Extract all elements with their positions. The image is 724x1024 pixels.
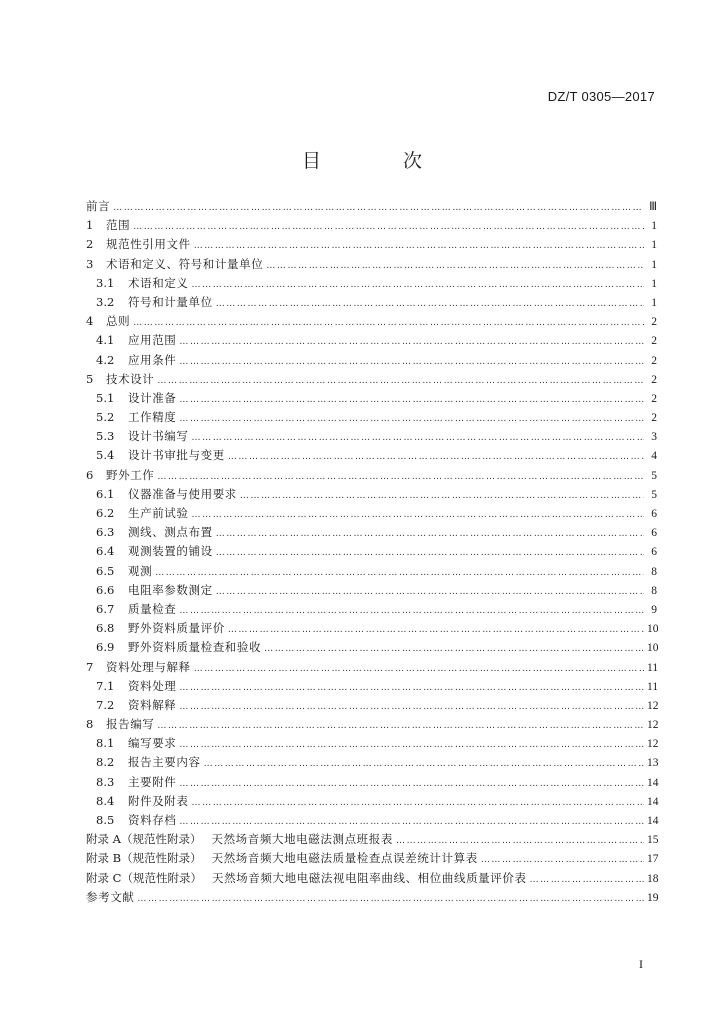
toc-leader-dots bbox=[228, 621, 644, 640]
toc-entry-page: 2 bbox=[651, 412, 657, 425]
toc-entry-number: 4 bbox=[86, 314, 94, 329]
toc-entry-title: 生产前试验 bbox=[128, 506, 189, 520]
toc-entry-title: 附件及附表 bbox=[128, 793, 189, 808]
toc-entry-number: 附录 C（规范性附录） bbox=[86, 870, 202, 885]
toc-leader-dots bbox=[266, 257, 644, 276]
toc-entry-number: 3 bbox=[86, 256, 94, 271]
toc-entry-number: 8 bbox=[86, 717, 94, 732]
toc-entry-number: 7.1 bbox=[96, 678, 115, 693]
toc-entry[interactable] bbox=[86, 581, 657, 600]
toc-entry-page: 8 bbox=[651, 584, 657, 597]
toc-entry-number: 7 bbox=[86, 659, 94, 674]
toc-entry[interactable] bbox=[86, 619, 657, 638]
table-of-contents bbox=[86, 197, 657, 907]
toc-entry-title: 天然场音频大地电磁法测点班报表 bbox=[211, 832, 393, 847]
toc-entry-title: 资料解释 bbox=[128, 697, 177, 712]
toc-entry[interactable] bbox=[86, 408, 657, 427]
toc-entry-number: 3.1 bbox=[96, 275, 115, 290]
toc-entry-page: 6 bbox=[651, 546, 657, 559]
toc-leader-dots bbox=[179, 333, 644, 352]
toc-entry[interactable] bbox=[86, 523, 657, 542]
toc-entry-page: 14 bbox=[647, 795, 659, 808]
toc-entry-page: 1 bbox=[651, 296, 657, 309]
toc-leader-dots bbox=[216, 583, 644, 602]
toc-leader-dots bbox=[155, 564, 644, 583]
toc-entry-number: 3.2 bbox=[96, 294, 115, 309]
toc-entry-number: 6.7 bbox=[96, 601, 115, 616]
toc-leader-dots bbox=[194, 660, 644, 679]
toc-entry-title: 总则 bbox=[106, 314, 131, 329]
toc-entry[interactable] bbox=[86, 888, 657, 907]
toc-entry[interactable] bbox=[86, 830, 657, 849]
toc-entry-number: 2 bbox=[86, 237, 94, 252]
toc-entry-page: 11 bbox=[647, 661, 659, 674]
toc-entry[interactable] bbox=[86, 255, 657, 274]
toc-leader-dots bbox=[179, 391, 644, 410]
toc-leader-dots bbox=[113, 199, 644, 218]
toc-leader-dots bbox=[179, 353, 644, 372]
toc-entry-number: 6 bbox=[86, 467, 94, 482]
toc-entry-title: 资料处理与解释 bbox=[106, 659, 191, 674]
toc-leader-dots bbox=[133, 218, 644, 237]
toc-entry-number: 附录 B（规范性附录） bbox=[86, 851, 202, 866]
toc-entry-title: 电阻率参数测定 bbox=[128, 582, 213, 597]
toc-entry-number: 6.9 bbox=[96, 640, 115, 655]
toc-leader-dots bbox=[192, 794, 645, 813]
toc-leader-dots bbox=[157, 372, 644, 391]
toc-entry[interactable] bbox=[86, 600, 657, 619]
toc-leader-dots bbox=[179, 679, 644, 698]
toc-entry-title: 野外工作 bbox=[106, 467, 155, 482]
toc-entry[interactable] bbox=[86, 235, 657, 254]
toc-entry[interactable] bbox=[86, 715, 657, 734]
toc-entry-number: 1 bbox=[86, 218, 94, 233]
toc-entry-title: 测线、测点布置 bbox=[128, 525, 213, 540]
toc-entry-number: 6.4 bbox=[96, 544, 115, 559]
toc-leader-dots bbox=[179, 736, 644, 755]
toc-entry-title: 工作精度 bbox=[128, 410, 177, 425]
toc-entry[interactable] bbox=[86, 466, 657, 485]
toc-entry-page: 1 bbox=[651, 277, 657, 290]
toc-entry-page: 1 bbox=[651, 258, 657, 271]
toc-entry-page: 2 bbox=[651, 392, 657, 405]
toc-entry-page: 19 bbox=[647, 891, 659, 904]
toc-entry-number: 6.5 bbox=[96, 563, 115, 578]
toc-entry-title: 范围 bbox=[106, 218, 131, 233]
toc-leader-dots bbox=[192, 429, 645, 448]
toc-leader-dots bbox=[216, 525, 644, 544]
toc-entry-title: 前言 bbox=[86, 199, 111, 213]
toc-entry-number: 6.6 bbox=[96, 582, 115, 597]
toc-entry-title: 设计书审批与变更 bbox=[128, 448, 225, 463]
standard-code: DZ/T 0305—2017 bbox=[547, 89, 655, 104]
toc-entry-title: 应用范围 bbox=[128, 333, 177, 348]
toc-entry-title: 应用条件 bbox=[128, 352, 177, 367]
toc-entry-number: 5 bbox=[86, 371, 94, 386]
toc-entry[interactable] bbox=[86, 312, 657, 331]
toc-entry[interactable] bbox=[86, 696, 657, 715]
toc-entry-title: 质量检查 bbox=[128, 601, 177, 616]
toc-entry[interactable] bbox=[86, 677, 657, 696]
toc-entry-page: 11 bbox=[647, 680, 659, 693]
toc-entry[interactable] bbox=[86, 389, 657, 408]
toc-entry[interactable] bbox=[86, 792, 657, 811]
toc-entry-number: 5.2 bbox=[96, 410, 115, 425]
toc-entry-title: 参考文献 bbox=[86, 889, 135, 904]
toc-entry[interactable] bbox=[86, 869, 657, 888]
toc-leader-dots bbox=[133, 314, 644, 333]
toc-leader-dots bbox=[204, 755, 644, 774]
toc-entry-number: 8.1 bbox=[96, 736, 115, 751]
toc-entry-title: 符号和计量单位 bbox=[128, 294, 213, 309]
toc-entry-page: 12 bbox=[647, 719, 659, 732]
toc-entry-title: 术语和定义 bbox=[128, 275, 189, 290]
toc-entry[interactable] bbox=[86, 734, 657, 753]
toc-leader-dots bbox=[264, 640, 644, 659]
toc-entry[interactable] bbox=[86, 197, 657, 216]
toc-entry-number: 4.2 bbox=[96, 352, 115, 367]
toc-entry-page: 9 bbox=[651, 603, 657, 616]
toc-entry-title: 资料处理 bbox=[128, 678, 177, 693]
toc-leader-dots bbox=[216, 295, 644, 314]
toc-entry-page: 17 bbox=[647, 853, 659, 866]
toc-entry-title: 报告主要内容 bbox=[128, 755, 201, 770]
toc-entry-page: 2 bbox=[651, 373, 657, 386]
toc-leader-dots bbox=[179, 698, 644, 717]
toc-entry[interactable] bbox=[86, 427, 657, 446]
toc-entry-page: 2 bbox=[651, 335, 657, 348]
toc-entry-number: 8.5 bbox=[96, 813, 115, 827]
toc-entry[interactable] bbox=[86, 331, 657, 350]
toc-leader-dots bbox=[179, 602, 644, 621]
toc-entry-number: 5.3 bbox=[96, 429, 115, 444]
toc-entry[interactable] bbox=[86, 562, 657, 581]
toc-entry-title: 仪器准备与使用要求 bbox=[128, 486, 237, 501]
toc-entry[interactable] bbox=[86, 351, 657, 370]
toc-entry-number: 7.2 bbox=[96, 697, 115, 712]
toc-leader-dots bbox=[179, 775, 644, 794]
toc-leader-dots bbox=[228, 448, 644, 467]
toc-leader-dots bbox=[179, 410, 644, 429]
toc-entry[interactable] bbox=[86, 811, 657, 830]
toc-entry-title: 设计书编写 bbox=[128, 429, 189, 444]
toc-leader-dots bbox=[192, 506, 645, 525]
toc-leader-dots bbox=[192, 276, 645, 295]
toc-entry-page: 2 bbox=[651, 316, 657, 329]
toc-entry-title: 野外资料质量评价 bbox=[128, 621, 225, 636]
toc-entry-page: 1 bbox=[651, 239, 657, 252]
toc-entry-page: 5 bbox=[651, 488, 657, 501]
toc-entry-title: 报告编写 bbox=[106, 717, 155, 732]
toc-entry-title: 野外资料质量检查和验收 bbox=[128, 640, 262, 655]
toc-entry-title: 观测 bbox=[128, 563, 153, 578]
page-title: 目 次 bbox=[301, 150, 461, 172]
toc-leader-dots bbox=[240, 487, 644, 506]
toc-entry-page: 12 bbox=[647, 738, 659, 751]
toc-entry-page: 8 bbox=[651, 565, 657, 578]
toc-entry-page: 15 bbox=[647, 834, 659, 847]
toc-entry-title: 编写要求 bbox=[128, 736, 177, 751]
toc-entry-number: 6.3 bbox=[96, 525, 115, 540]
toc-entry[interactable] bbox=[86, 753, 657, 772]
toc-entry-title: 规范性引用文件 bbox=[106, 237, 191, 252]
toc-entry-title: 术语和定义、符号和计量单位 bbox=[106, 256, 264, 271]
toc-entry-number: 6.1 bbox=[96, 486, 115, 501]
toc-entry-page: 5 bbox=[651, 469, 657, 482]
toc-entry-page: 14 bbox=[647, 776, 659, 789]
toc-entry-page: 14 bbox=[647, 815, 659, 827]
toc-entry[interactable] bbox=[86, 849, 657, 868]
toc-entry-number: 6.8 bbox=[96, 621, 115, 636]
toc-entry[interactable] bbox=[86, 446, 657, 465]
toc-entry-page: 10 bbox=[647, 642, 659, 655]
page-number: I bbox=[639, 957, 643, 971]
toc-entry-title: 资料存档 bbox=[128, 813, 177, 827]
toc-entry-title: 天然场音频大地电磁法质量检查点误差统计计算表 bbox=[211, 851, 478, 866]
toc-entry-page: Ⅲ bbox=[649, 201, 657, 213]
toc-entry-number: 5.4 bbox=[96, 448, 115, 463]
toc-leader-dots bbox=[216, 544, 644, 563]
toc-entry-number: 8.2 bbox=[96, 755, 115, 770]
toc-entry-number: 4.1 bbox=[96, 333, 115, 348]
toc-entry-page: 18 bbox=[647, 872, 659, 885]
toc-entry-title: 天然场音频大地电磁法视电阻率曲线、相位曲线质量评价表 bbox=[211, 870, 527, 885]
toc-entry-page: 10 bbox=[647, 623, 659, 636]
toc-entry[interactable] bbox=[86, 293, 657, 312]
toc-entry-page: 6 bbox=[651, 508, 657, 520]
toc-entry[interactable] bbox=[86, 638, 657, 657]
toc-entry[interactable] bbox=[86, 370, 657, 389]
toc-entry-number: 6.2 bbox=[96, 506, 115, 520]
toc-entry-page: 1 bbox=[651, 220, 657, 233]
toc-entry[interactable] bbox=[86, 216, 657, 235]
toc-entry[interactable] bbox=[86, 773, 657, 792]
toc-entry[interactable] bbox=[86, 658, 657, 677]
toc-entry-number: 8.4 bbox=[96, 793, 115, 808]
toc-entry[interactable] bbox=[86, 274, 657, 293]
toc-entry[interactable] bbox=[86, 504, 657, 523]
toc-entry-number: 5.1 bbox=[96, 390, 115, 405]
toc-entry-page: 2 bbox=[651, 354, 657, 367]
toc-entry-page: 4 bbox=[651, 450, 657, 463]
toc-entry-number: 附录 A（规范性附录） bbox=[86, 832, 202, 847]
toc-entry-page: 6 bbox=[651, 527, 657, 540]
toc-entry[interactable] bbox=[86, 542, 657, 561]
toc-entry-title: 主要附件 bbox=[128, 774, 177, 789]
toc-leader-dots bbox=[157, 717, 644, 736]
toc-entry-page: 13 bbox=[647, 757, 659, 770]
toc-leader-dots bbox=[530, 871, 644, 890]
toc-entry-title: 观测装置的铺设 bbox=[128, 544, 213, 559]
toc-entry-number: 8.3 bbox=[96, 774, 115, 789]
toc-entry-title: 设计准备 bbox=[128, 390, 177, 405]
toc-entry-title: 技术设计 bbox=[106, 371, 155, 386]
toc-entry-page: 3 bbox=[651, 431, 657, 444]
toc-entry[interactable] bbox=[86, 485, 657, 504]
toc-leader-dots bbox=[137, 890, 644, 909]
toc-entry-page: 12 bbox=[647, 699, 659, 712]
